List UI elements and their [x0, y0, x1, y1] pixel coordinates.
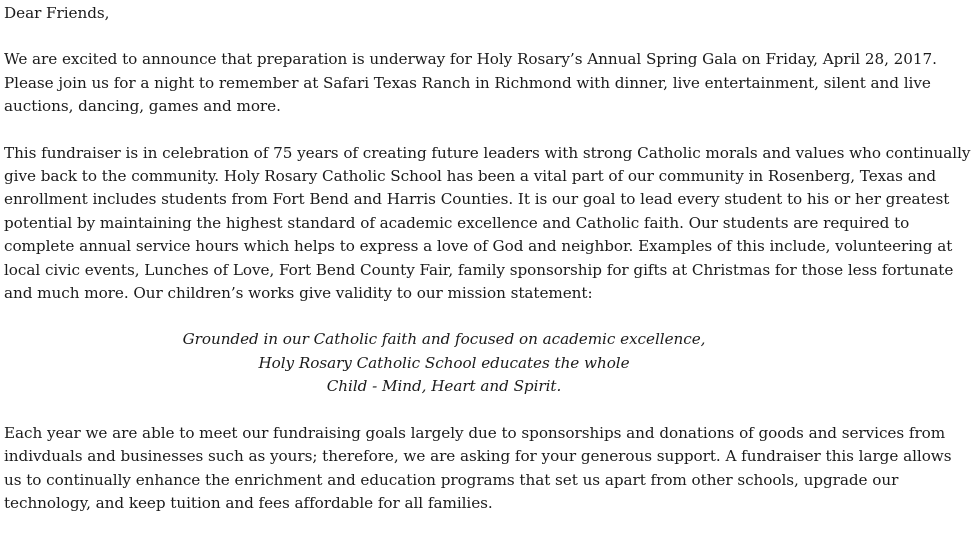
text-line: Please join us for a night to remember at Safari Texas Ranch in Richmond with dinner, live entertainment, silent and live — [4, 73, 931, 92]
text-line: We are excited to announce that preparation is underway for Holy Rosary’s Annual Spring Gala on Friday, April 28, 2017. — [4, 50, 937, 69]
text-line: This fundraiser is in celebration of 75 years of creating future leaders with strong Catholic morals and values who continually — [4, 143, 971, 162]
text-line: auctions, dancing, games and more. — [4, 97, 281, 116]
text-line: Each year we are able to meet our fundraising goals largely due to sponsorships and donations of goods and services from — [4, 423, 946, 442]
text-line: technology, and keep tuition and fees affordable for all families. — [4, 493, 493, 512]
text-line: potential by maintaining the highest standard of academic excellence and Catholic faith. Our students are required to — [4, 213, 910, 232]
text-line: enrollment includes students from Fort Bend and Harris Counties. It is our goal to lead every student to his or her greatest — [4, 190, 950, 209]
paragraph-support-request — [4, 422, 970, 516]
mission-line: Child - Mind, Heart and Spirit. — [326, 377, 562, 396]
text-line: indivduals and businesses such as yours; therefore, we are asking for your generous support. A fundraiser this large allows — [4, 447, 952, 466]
paragraph-announcement — [4, 48, 970, 118]
mission-line: Grounded in our Catholic faith and focused on academic excellence, — [182, 330, 706, 349]
paragraph-celebration — [4, 142, 970, 306]
letter-greeting: Dear Friends, — [4, 4, 110, 22]
mission-line: Holy Rosary Catholic School educates the whole — [258, 353, 630, 372]
text-line: and much more. Our children’s works give validity to our mission statement: — [4, 284, 593, 303]
text-line: local civic events, Lunches of Love, Fort Bend County Fair, family sponsorship for gifts at Christmas for those less fortunate — [4, 260, 954, 279]
text-line: us to continually enhance the enrichment and education programs that set us apart from other schools, upgrade our — [4, 470, 899, 489]
text-line: give back to the community. Holy Rosary Catholic School has been a vital part of our community in Rosenberg, Texas and — [4, 167, 937, 186]
text-line: complete annual service hours which helps to express a love of God and neighbor. Examples of this include, volunteering at — [4, 237, 953, 256]
letter-body — [4, 2, 970, 538]
mission-statement — [4, 328, 884, 398]
